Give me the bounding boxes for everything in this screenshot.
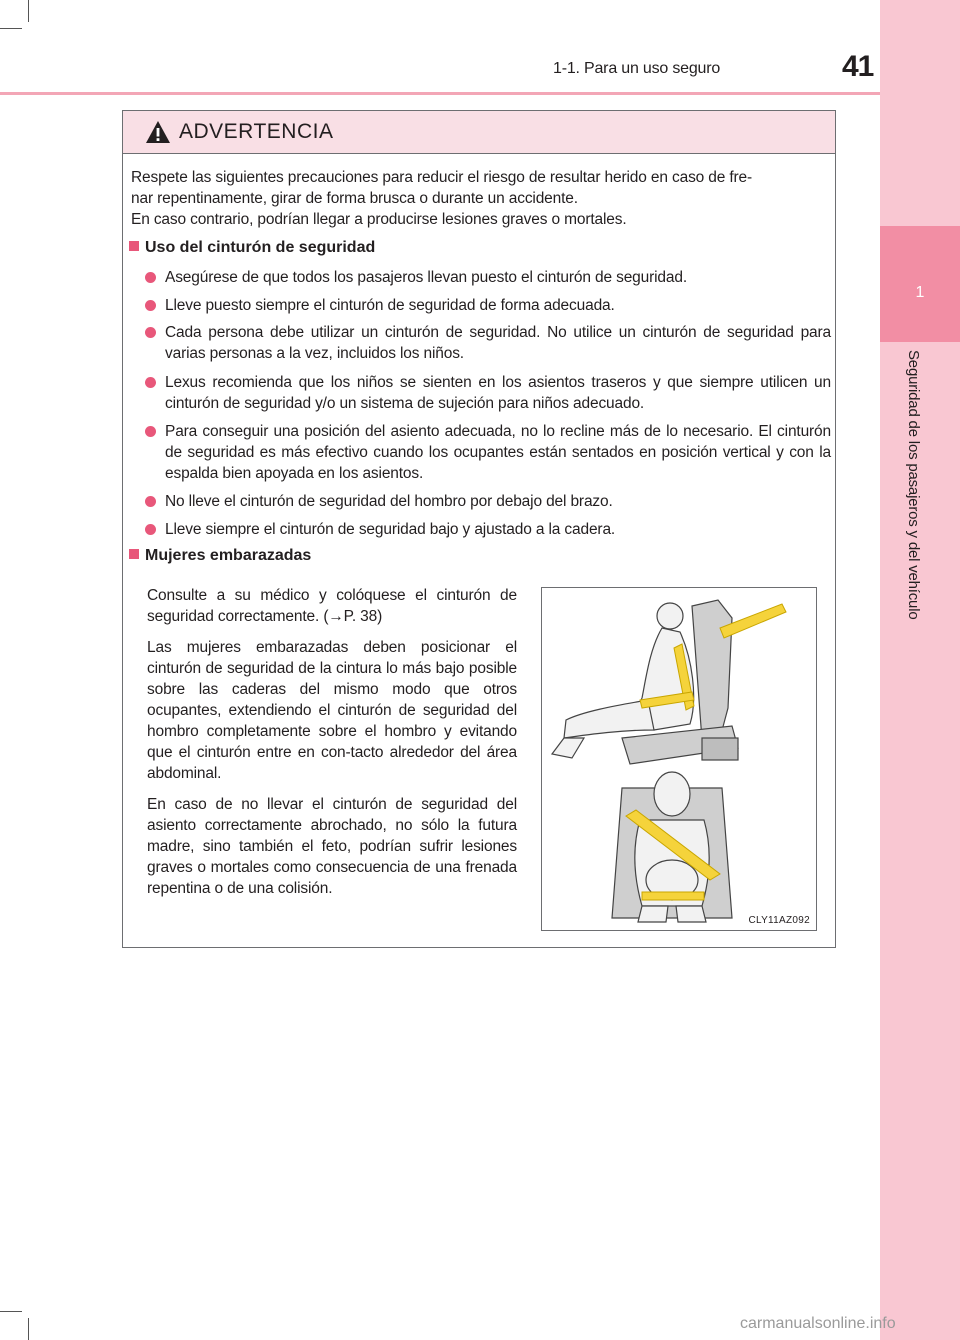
header-rule [0,92,880,95]
crop-mark [28,0,29,22]
section-heading-text: Uso del cinturón de seguridad [145,239,376,256]
list-item [145,267,831,288]
list-item-text: Lleve siempre el cinturón de seguridad bajo y ajustado a la cadera. [165,521,616,538]
seatbelt-illustration-graphic [542,588,816,930]
round-bullet-icon [145,300,156,311]
round-bullet-icon [145,524,156,535]
figure-code: CLY11AZ092 [748,915,810,926]
crop-mark [0,28,22,29]
list-item [145,372,831,414]
list-item [145,295,831,316]
chapter-side-tab [880,0,960,1340]
warning-box [122,110,836,948]
round-bullet-icon [145,496,156,507]
square-bullet-icon [129,549,139,559]
list-item [145,322,831,364]
chapter-number: 1 [915,284,925,301]
round-bullet-icon [145,327,156,338]
section-heading-pregnant-women [129,547,311,565]
watermark: carmanualsonline.info [740,1315,896,1332]
list-item [145,491,831,512]
square-bullet-icon [129,241,139,251]
section-heading-text: Mujeres embarazadas [145,547,312,564]
list-item-text: Lleve puesto siempre el cinturón de seguridad de forma adecuada. [165,297,615,314]
crop-mark [0,1311,22,1312]
page-number: 41 [842,50,874,83]
chapter-title-text: Seguridad de los pasajeros y del vehículo [905,350,922,620]
paragraph: Consulte a su médico y colóquese el cinturón de seguridad correctamente. (→P. 38) [147,587,517,625]
paragraph: En caso de no llevar el cinturón de seguridad del asiento correctamente abrochado, no sólo la futura madre, sino también el feto, podrían sufrir lesiones graves o mortales como consecuencia de una frenada repentina o de una colisión. [147,796,517,897]
list-item-text: Cada persona debe utilizar un cinturón de seguridad. No utilice un cinturón de seguridad para varias personas a la vez, incluidos los niños. [165,324,831,362]
list-item-text: Lexus recomienda que los niños se sienten en los asientos traseros y que siempre utilicen un cinturón de seguridad y/o un sistema de sujeción para niños adecuado. [165,374,831,412]
side-view-illustration [552,600,738,764]
list-item-text: No lleve el cinturón de seguridad del hombro por debajo del brazo. [165,493,613,510]
list-item-text: Para conseguir una posición del asiento adecuada, no lo recline más de lo necesario. El cinturón de seguridad es más efectivo cuando los ocupantes están sentados en posición vertical y con la espalda bien apoyada en los asientos. [165,423,831,482]
pregnant-seatbelt-illustration [541,587,817,931]
section-heading-seatbelt-use [129,239,375,257]
round-bullet-icon [145,426,156,437]
paragraph: Las mujeres embarazadas deben posicionar el cinturón de seguridad de la cintura lo más bajo posible sobre las caderas del mismo modo que otros ocupantes, extendiendo el cinturón de seguridad del hombro completamente sobre el hombro y evitando que el cinturón entre en con-tacto alrededor del área abdominal. [147,639,517,782]
list-item [145,519,831,540]
crop-mark [28,1318,29,1340]
round-bullet-icon [145,272,156,283]
warning-intro: Respete las siguientes precauciones para reducir el riesgo de resultar herido en caso de fre- nar repentinamente, girar de forma brusca o durante un accidente. En caso contrario, podrían llegar a producirse lesiones graves o mortales. [131,169,753,228]
pregnant-women-text [147,585,517,909]
round-bullet-icon [145,377,156,388]
list-item [145,421,831,484]
warning-header [123,111,835,154]
warning-title: ADVERTENCIA [179,120,334,143]
section-title: 1-1. Para un uso seguro [553,60,721,77]
warning-triangle-icon [145,120,171,144]
list-item-text: Asegúrese de que todos los pasajeros llevan puesto el cinturón de seguridad. [165,269,687,286]
